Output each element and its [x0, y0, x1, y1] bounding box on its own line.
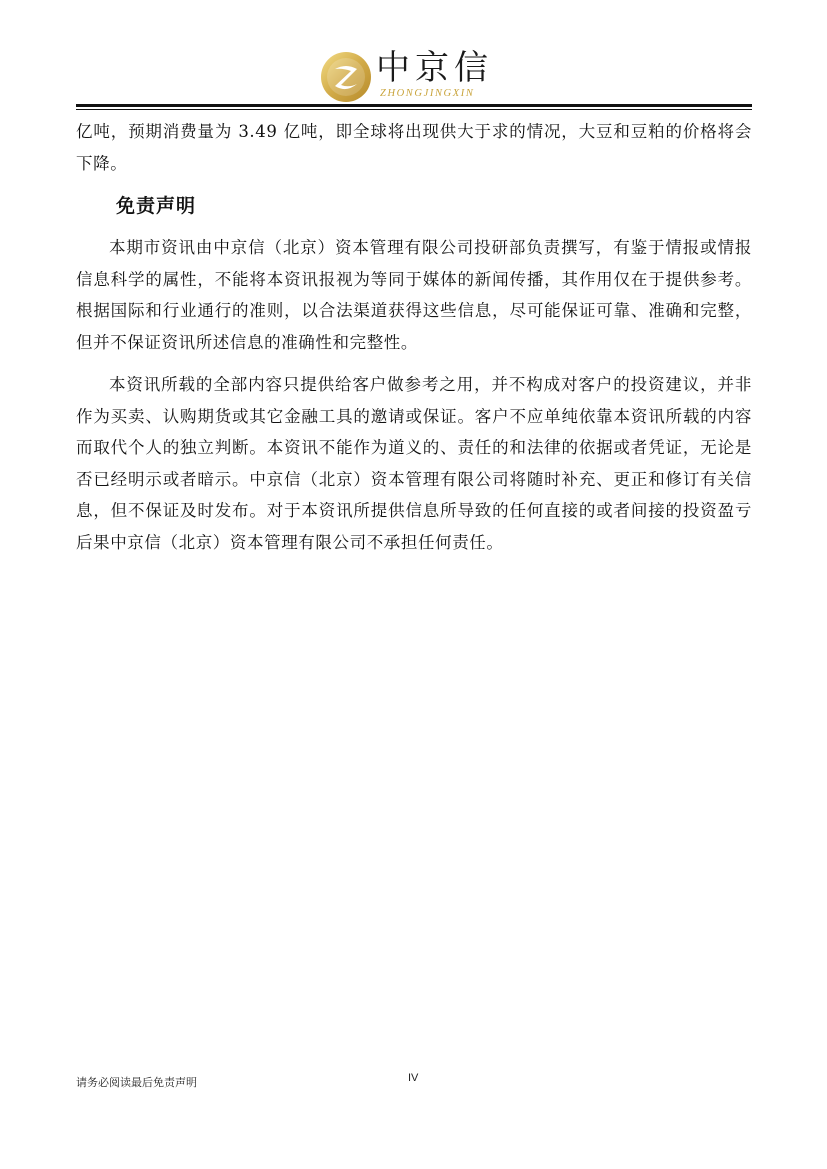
continuation-paragraph: 亿吨，预期消费量为 3.49 亿吨，即全球将出现供大于求的情况，大豆和豆粕的价格将会下降。 [76, 122, 752, 173]
page-header [0, 44, 827, 106]
header-divider-thin [76, 109, 752, 110]
page-number: IV [408, 1072, 419, 1084]
footer-notice: 请务必阅读最后免责声明 [76, 1076, 197, 1089]
disclaimer-heading: 免责声明 [116, 195, 197, 217]
company-logo-icon [319, 50, 373, 104]
disclaimer-paragraph-1: 本期市资讯由中京信（北京）资本管理有限公司投研部负责撰写，有鉴于情报或情报信息科学的属性，不能将本资讯报视为等同于媒体的新闻传播，其作用仅在于提供参考。根据国际和行业通行的准则，以合法渠道获得这些信息，尽可能保证可靠、准确和完整，但并不保证资讯所述信息的准确性和完整性。 [76, 238, 752, 352]
logo-english-name: ZHONGJINGXIN [380, 88, 475, 99]
logo-chinese-name: 中京信 [376, 48, 493, 88]
disclaimer-paragraph-2: 本资讯所载的全部内容只提供给客户做参考之用，并不构成对客户的投资建议，并非作为买卖、认购期货或其它金融工具的邀请或保证。客户不应单纯依靠本资讯所载的内容而取代个人的独立判断。本资讯不能作为道义的、责任的和法律的依据或者凭证，无论是否已经明示或者暗示。中京信（北京）资本管理有限公司将随时补充、更正和修订有关信息，但不保证及时发布。对于本资讯所提供信息所导致的任何直接的或者间接的投资盈亏后果中京信（北京）资本管理有限公司不承担任何责任。 [76, 375, 752, 552]
document-body [76, 116, 752, 558]
header-divider-thick [76, 104, 752, 107]
